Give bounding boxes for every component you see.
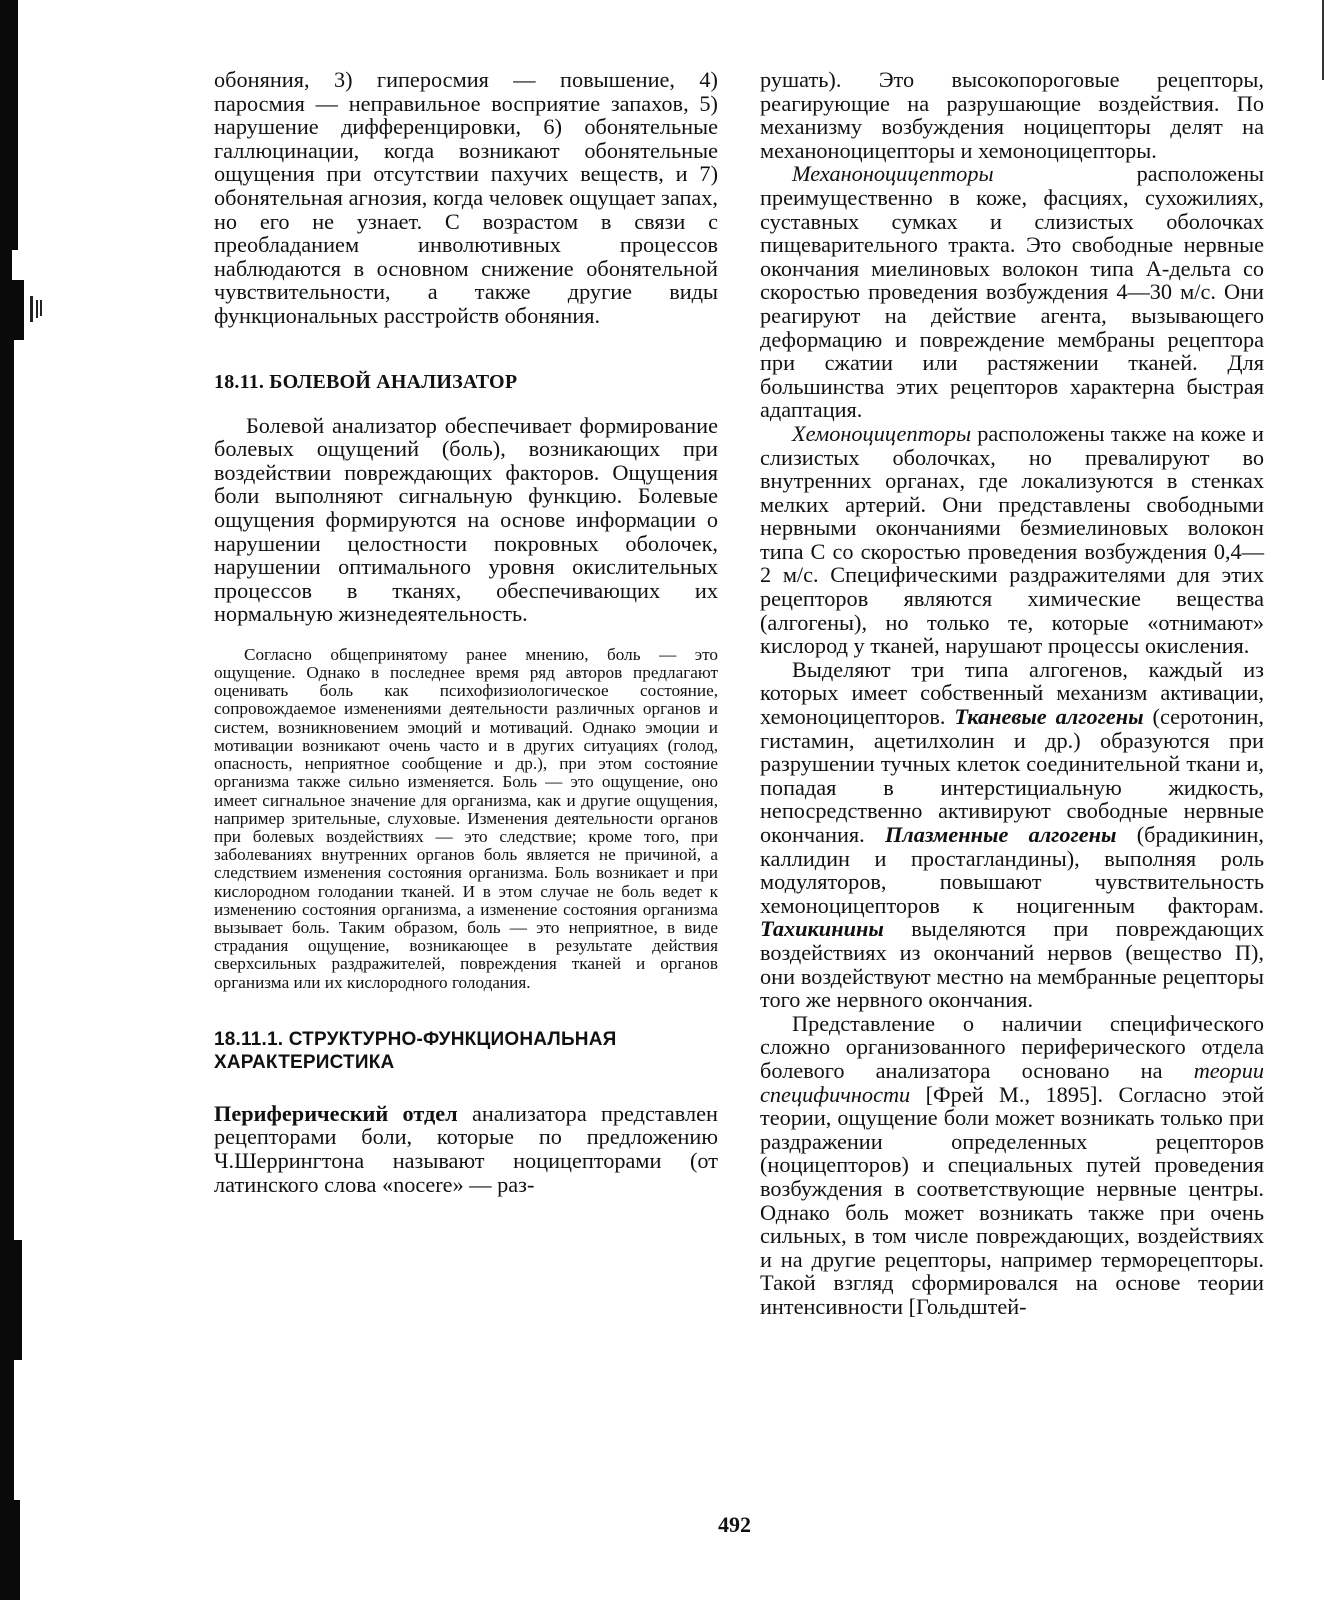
- olfaction-continuation: обоняния, 3) гиперосмия — повышение, 4) паросмия — неправильное восприятие запахов, 5) нарушение дифференцировки, 6) обонятельные галлюцинации, когда возникают обонятельные ощущения при отсутствии пахучих веществ, и 7) обонятельная агнозия, когда человек ощущает запах, но его не узнает. С возрастом в связи с преобладанием инволютивных процессов наблюдаются в основном снижение обонятельной чувствительности, а также другие виды функциональных расстройств обоняния.: [214, 67, 718, 328]
- section-heading: 18.11. БОЛЕВОЙ АНАЛИЗАТОР: [214, 370, 518, 393]
- scan-right-line: [1322, 0, 1324, 80]
- right-column: [760, 68, 1264, 1318]
- specificity-theory-term: теории специфичности: [760, 1057, 1264, 1107]
- left-column: [214, 68, 718, 1196]
- plasma-algogens-term: Плазменные алгогены: [884, 822, 1117, 847]
- mechanonociceptors-text: расположены преимущественно в коже, фасциях, сухожилиях, суставных сумках и слизистых оболочках пищеварительного тракта. Это свободные нервные окончания миелиновых волокон типа А-дельта со скоростью проведения возбуждения 4—30 м/с. Они реагируют на действие агента, вызывающего деформацию и повреждение мембраны рецептора при сжатии или растяжении тканей. Для большинства этих рецепторов характерна быстрая адаптация.: [760, 161, 1264, 423]
- mechanonociceptors-term: Механоноцицепторы: [792, 161, 994, 187]
- tachykinins-text: выделяются при повреждающих воздействиях из окончаний нервов (вещество П), они воздействуют местно на мембранные рецепторы того же нервного окончания.: [760, 916, 1264, 1013]
- chemonociceptors-term: Хемоноцицепторы: [792, 420, 972, 446]
- tissue-algogens-text: (серотонин, гистамин, ацетилхолин и др.) образуются при разрушении тучных клеток соединительной ткани и, попадая в интерстициальную жидкость, непосредственно активируют свободные нервные окончания.: [760, 704, 1264, 847]
- peripheral-paragraph: [214, 1102, 718, 1196]
- algogens-paragraph: [760, 658, 1264, 1012]
- plasma-algogens-text: (брадикинин, каллидин и простагландины), выполняя роль модуляторов, повышают чувствительность хемоноцицепторов к ноцигенным факторам.: [760, 822, 1264, 918]
- tissue-algogens-term: Тканевые алгогены: [954, 704, 1144, 730]
- chemonociceptors-text: расположены также на коже и слизистых оболочках, но превалируют во внутренних органах, где локализуются в стенках мелких артерий. Они представлены свободными нервными окончаниями безмиелиновых волокон типа С со скоростью проведения возбуждения 0,4—2 м/с. Специфическими раздражителями для этих рецепторов являются химические вещества (алгогены), но только те, которые «отнимают» кислород у тканей, нарушают процессы окисления.: [760, 420, 1264, 659]
- peripheral-term: Периферический отдел: [214, 1100, 458, 1126]
- section-intro: Болевой анализатор обеспечивает формирование болевых ощущений (боль), возникающих при воздействии повреждающих факторов. Ощущения боли выполняют сигнальную функцию. Болевые ощущения формируются на основе информации о нарушении целостности покровных оболочек, нарушении оптимального уровня окислительных процессов в тканях, обеспечивающих их нормальную жизнедеятельность.: [214, 412, 718, 627]
- small-print-paragraph: Согласно общепринятому ранее мнению, боль — это ощущение. Однако в последнее время ряд авторов предлагают оценивать боль как психофизиологическое состояние, сопровождаемое изменениями деятельности различных органов и систем, возникновением эмоций и мотиваций. Однако эмоции и мотивации возникают очень часто и в других ситуациях (голод, опасность, неприятное сообщение и др.), при этом состояние организма также сильно изменяется. Боль — это ощущение, оно имеет сигнальное значение для организма, как и другие ощущения, например зрительные, слуховые. Изменения деятельности органов при болевых воздействиях — это следствие; кроме того, при заболеваниях внутренних органов боль является не причиной, а следствием изменения состояния организма. Боль возникает и при кислородном голодании тканей. И в этом случае не боль ведет к изменению состояния организма, а изменение состояния организма вызывает боль. Таким образом, боль — это неприятное, в виде страдания ощущение, возникающее в результате действия сверхсильных раздражителей, повреждения тканей и органов организма или их кислородного голодания.: [214, 644, 718, 992]
- subsection-heading: 18.11.1. СТРУКТУРНО-ФУНКЦИОНАЛЬНАЯ ХАРАКТЕРИСТИКА: [214, 1028, 617, 1073]
- nocere-continuation: рушать). Это высокопороговые рецепторы, реагирующие на разрушающие воздействия. По механизму возбуждения ноцицепторы делят на механоноцицепторы и хемоноцицепторы.: [760, 67, 1264, 163]
- peripheral-text: анализатора представлен рецепторами боли, которые по предложению Ч.Шеррингтона называют ноцицепторами (от латинского слова «nocere» — раз-: [214, 1100, 718, 1197]
- chemonociceptors-paragraph: [760, 422, 1264, 658]
- tachykinins-term: Тахикинины: [760, 916, 884, 942]
- scan-edge-artifact: [0, 0, 26, 1600]
- page-number: 492: [718, 1512, 751, 1537]
- mechanonociceptors-paragraph: [760, 162, 1264, 422]
- specificity-theory-paragraph: [760, 1012, 1264, 1319]
- theory-text-start: Представление о наличии специфического сложно организованного периферического отдела болевого анализатора основано на: [760, 1010, 1264, 1083]
- algogens-intro: Выделяют три типа алгогенов, каждый из которых имеет собственный механизм активации, хемоноцицепторов.: [760, 656, 1264, 730]
- theory-text-end: [Фрей М., 1895]. Согласно этой теории, ощущение боли может возникать только при раздражении определенных рецепторов (ноцицепторов) и специальных путей проведения возбуждения в соответствующие нервные центры. Однако боль может возникать также при очень сильных, в том числе повреждающих, воздействиях и на другие рецепторы, например терморецепторы. Такой взгляд сформировался на основе теории интенсивности [Гольдштей-: [760, 1081, 1264, 1319]
